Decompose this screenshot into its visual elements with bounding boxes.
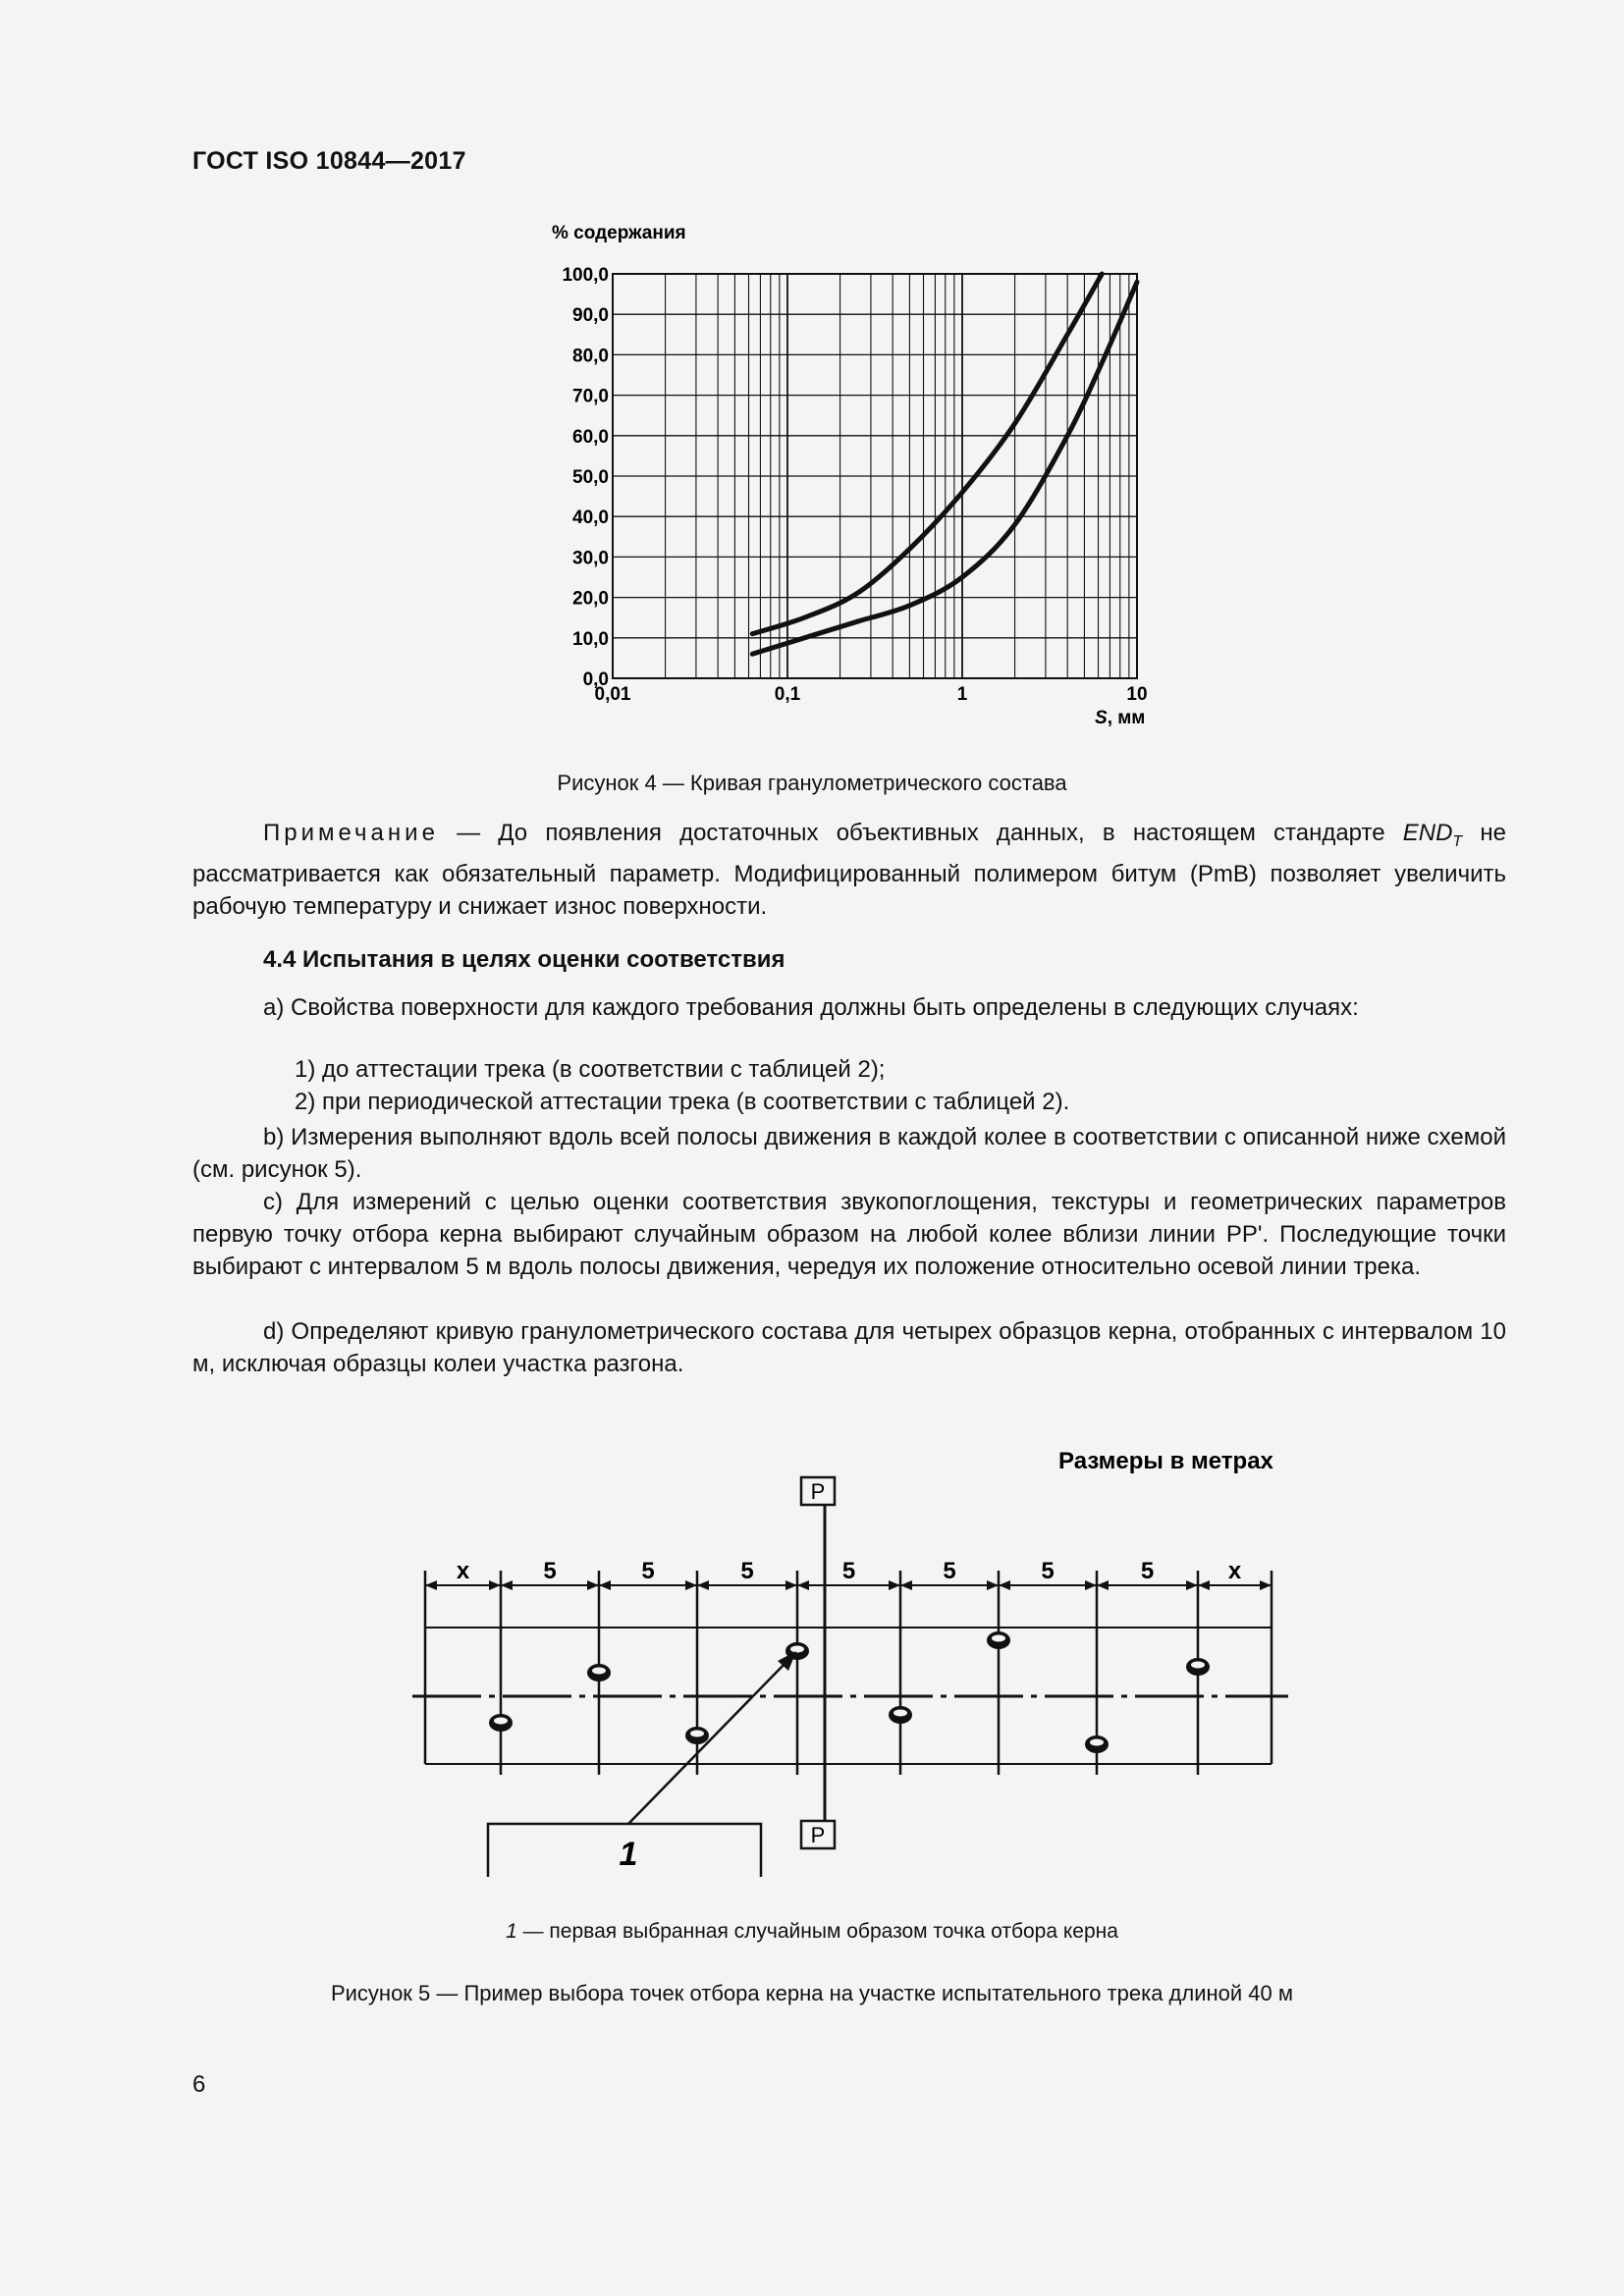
core-point-hole [790,1646,804,1653]
y-tick-label: 80,0 [572,346,609,367]
note-label: Примечание [263,820,439,846]
item-a2: 2) при периодической аттестации трека (в соответствии с таблицей 2). [295,1089,1070,1115]
note-paragraph [192,817,1506,923]
core-point-hole [494,1718,508,1725]
granulometric-chart [530,221,1198,741]
y-tick-label: 60,0 [572,426,609,448]
chart-ticks [562,265,1147,705]
legend-number: 1 [506,1920,517,1943]
p-marker-bottom [801,1821,835,1848]
core-point-hole [992,1635,1005,1642]
dimension-label: 5 [641,1558,655,1584]
dim-arrow [987,1580,999,1590]
item-b: b) Измерения выполняют вдоль всей полосы движения в каждой колее в соответствии с описанной ниже схемой (см. рисунок 5). [192,1124,1506,1183]
chart-x-axis-label [1095,708,1145,728]
dim-arrow [587,1580,599,1590]
core-sampling-diagram [393,1433,1316,1895]
p-label-bottom: P [810,1823,826,1847]
dim-arrow [1260,1580,1272,1590]
dim-arrow [1085,1580,1097,1590]
dimension-label: 5 [943,1558,956,1584]
dim-arrow [999,1580,1010,1590]
series-curve-2 [752,282,1137,654]
item-c: c) Для измерений с целью оценки соответствия звукопоглощения, текстуры и геометрических параметров первую точку отбора керна выбирают случайным образом на любой колее вблизи линии PP'. Последующие точки выбирают с интервалом 5 м вдоль полосы движения, чередуя их положение относительно осевой линии трека. [192,1189,1506,1280]
figure-4-caption: Рисунок 4 — Кривая гранулометрического состава [557,771,1067,795]
item-d: d) Определяют кривую гранулометрического состава для четырех образцов керна, отобранных с интервалом 10 м, исключая образцы колеи участка разгона. [192,1318,1506,1377]
core-point-hole [592,1668,606,1675]
dimension-label: 5 [1140,1558,1155,1584]
dim-arrow [889,1580,900,1590]
y-tick-label: 20,0 [572,588,609,610]
section-heading: 4.4 Испытания в целях оценки соответствия [263,946,785,973]
dim-arrow [797,1580,809,1590]
y-tick-label: 90,0 [572,305,609,327]
chart-x-axis-var: S [1095,708,1108,728]
note-text-2: не рассматривается как обязательный параметр. Модифицированный полимером битум (PmB) позволяет увеличить рабочую температуру и снижает износ поверхности. [192,820,1506,920]
dimension-label: 5 [740,1558,754,1584]
dimension-label: 5 [543,1558,557,1584]
y-tick-label: 70,0 [572,386,609,407]
y-tick-label: 40,0 [572,507,609,529]
x-tick-label: 10 [1126,684,1148,705]
dim-arrow [697,1580,709,1590]
legend-text: — первая выбранная случайным образом точка отбора керна [516,1920,1118,1943]
y-tick-label: 100,0 [562,265,609,286]
chart-x-axis-unit: , мм [1107,708,1146,728]
dim-arrow [1097,1580,1109,1590]
dimension-label: 5 [1041,1558,1055,1584]
dim-arrow [785,1580,797,1590]
dim-arrow [900,1580,912,1590]
y-tick-label: 0,0 [582,669,609,690]
dim-arrow [599,1580,611,1590]
item-a: a) Свойства поверхности для каждого требования должны быть определены в следующих случаях: [263,994,1359,1021]
note-term-sub: T [1452,832,1463,850]
dim-arrow [1198,1580,1210,1590]
core-point-hole [1191,1662,1205,1669]
y-tick-label: 10,0 [572,628,609,650]
document-header: ГОСТ ISO 10844—2017 [192,147,466,175]
figure-5-caption: Рисунок 5 — Пример выбора точек отбора керна на участке испытательного трека длиной 40 м [330,1981,1294,2005]
chart-y-axis-label: % содержания [552,223,686,243]
dimension-label: 5 [841,1558,856,1584]
core-point-hole [690,1731,704,1737]
diagram-shapes [412,1571,1288,1775]
figure-5-legend [0,1920,1624,1944]
note-text-1: — До появления достаточных объективных данных, в настоящем стандарте [438,820,1403,846]
dim-arrow [685,1580,697,1590]
p-label-top: P [810,1479,826,1504]
x-tick-label: 0,1 [774,684,801,705]
units-note: Размеры в метрах [1058,1448,1273,1474]
dimension-label: x [1227,1558,1242,1584]
note-term: END [1402,820,1453,846]
dim-arrow [1186,1580,1198,1590]
core-point-hole [893,1710,907,1717]
dim-arrow [489,1580,501,1590]
dim-arrow [425,1580,437,1590]
dimension-label: x [456,1558,470,1584]
item-a1: 1) до аттестации трека (в соответствии с таблицей 2); [295,1056,886,1083]
core-point-hole [1090,1739,1104,1746]
y-tick-label: 50,0 [572,467,609,488]
page-number: 6 [192,2071,206,2098]
y-tick-label: 30,0 [572,548,609,569]
series-curve-1 [752,274,1102,634]
dimension-labels [457,1558,1242,1584]
callout-number: 1 [619,1836,638,1873]
x-tick-label: 1 [956,684,968,705]
x-tick-label: 0,01 [594,684,631,705]
dim-arrow [501,1580,513,1590]
core-points [489,1631,1210,1753]
p-marker-top [801,1477,835,1505]
